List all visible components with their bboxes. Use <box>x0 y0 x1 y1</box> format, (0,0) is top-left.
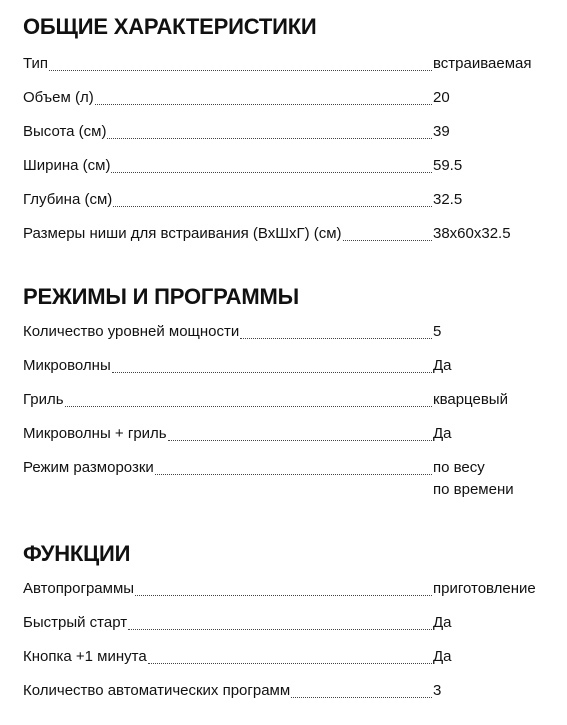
spec-value: Да <box>433 614 452 631</box>
spec-value: встраиваемая <box>433 55 532 72</box>
dotted-leader <box>135 595 432 596</box>
spec-row <box>23 155 553 177</box>
spec-label: Автопрограммы <box>23 580 135 597</box>
spec-label: Размеры ниши для встраивания (ВхШхГ) (см) <box>23 225 342 242</box>
spec-value: Да <box>433 357 452 374</box>
spec-row <box>23 121 553 143</box>
spec-value: 39 <box>433 123 450 140</box>
spec-label: Количество автоматических программ <box>23 682 291 699</box>
spec-row <box>23 578 553 600</box>
dotted-leader <box>291 697 432 698</box>
spec-label: Микроволны <box>23 357 111 374</box>
spec-value: 5 <box>433 323 442 340</box>
spec-row <box>23 646 553 668</box>
spec-label: Режим разморозки <box>23 459 154 476</box>
spec-label: Высота (см) <box>23 123 107 140</box>
spec-value: приготовление <box>433 580 536 597</box>
dotted-leader <box>240 338 432 339</box>
dotted-leader <box>148 663 432 664</box>
dotted-leader <box>112 372 432 373</box>
section-title-functions: ФУНКЦИИ <box>23 541 131 566</box>
spec-label: Тип <box>23 55 49 72</box>
spec-value: 32.5 <box>433 191 463 208</box>
spec-value-line: по весу <box>433 459 485 476</box>
dotted-leader <box>107 138 432 139</box>
dotted-leader <box>65 406 432 407</box>
dotted-leader <box>343 240 432 241</box>
spec-row <box>23 189 553 211</box>
spec-label: Ширина (см) <box>23 157 111 174</box>
spec-row <box>23 612 553 634</box>
spec-value-line: по времени <box>433 481 514 498</box>
spec-value <box>432 457 514 501</box>
spec-row <box>23 223 553 245</box>
dotted-leader <box>111 172 432 173</box>
spec-row <box>23 423 553 445</box>
spec-label: Быстрый старт <box>23 614 128 631</box>
spec-row <box>23 457 553 501</box>
spec-value: 59.5 <box>433 157 463 174</box>
dotted-leader <box>113 206 432 207</box>
spec-row <box>23 389 553 411</box>
spec-value: Да <box>433 425 452 442</box>
spec-value: 3 <box>433 682 442 699</box>
spec-value: 20 <box>433 89 450 106</box>
dotted-leader <box>128 629 432 630</box>
spec-label: Кнопка +1 минута <box>23 648 147 665</box>
section-title-modes: РЕЖИМЫ И ПРОГРАММЫ <box>23 284 299 309</box>
dotted-leader <box>95 104 432 105</box>
spec-row <box>23 680 553 702</box>
spec-row <box>23 321 553 343</box>
spec-value: Да <box>433 648 452 665</box>
section-title-general: ОБЩИЕ ХАРАКТЕРИСТИКИ <box>23 14 317 39</box>
spec-row <box>23 355 553 377</box>
dotted-leader <box>155 474 432 475</box>
spec-row <box>23 53 553 75</box>
dotted-leader <box>168 440 432 441</box>
spec-value: 38x60x32.5 <box>433 225 511 242</box>
spec-label: Количество уровней мощности <box>23 323 240 340</box>
spec-label: Объем (л) <box>23 89 94 106</box>
spec-label: Гриль <box>23 391 64 408</box>
spec-label: Глубина (см) <box>23 191 113 208</box>
spec-row <box>23 87 553 109</box>
spec-value: кварцевый <box>433 391 508 408</box>
dotted-leader <box>49 70 432 71</box>
spec-label: Микроволны + гриль <box>23 425 167 442</box>
